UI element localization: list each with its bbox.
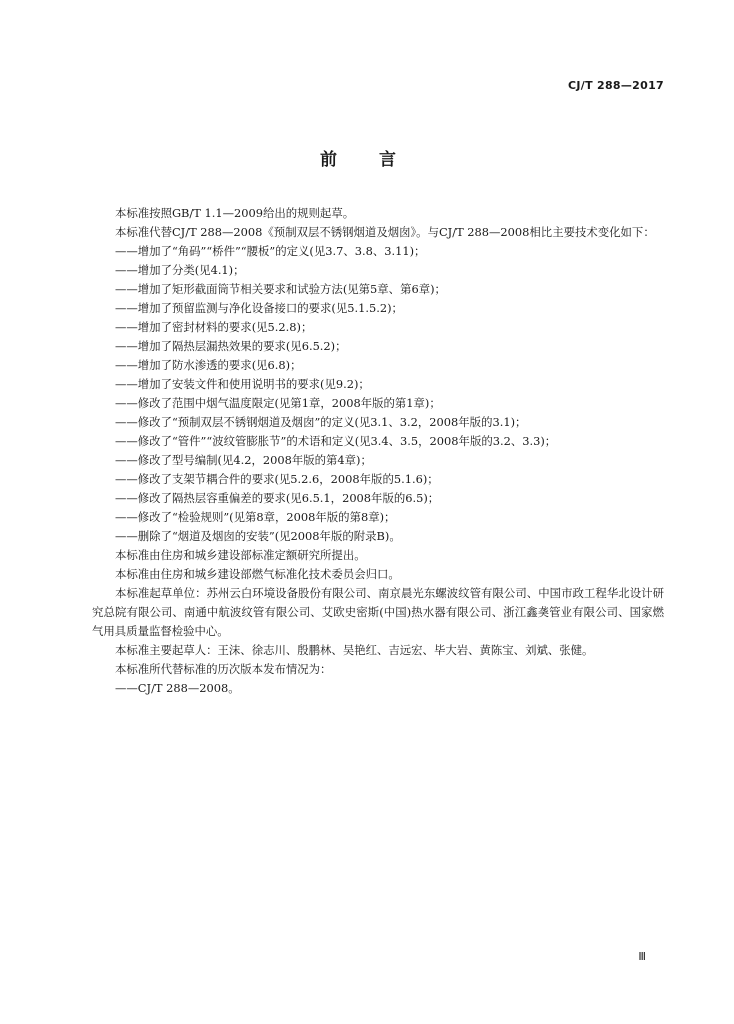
change-item: ——修改了范围中烟气温度限定(见第1章，2008年版的第1章)； — [115, 396, 441, 410]
change-item: ——修改了型号编制(见4.2，2008年版的第4章)； — [115, 453, 372, 467]
intro-paragraph-2: 本标准代替CJ/T 288—2008《预制双层不锈钢烟道及烟囱》。与CJ/T 288—2008相比主要技术变化如下： — [115, 225, 655, 239]
change-item: ——增加了密封材料的要求(见5.2.8)； — [115, 320, 313, 334]
change-item: ——修改了“检验规则”(见第8章，2008年版的第8章)； — [115, 510, 396, 524]
proposed-by: 本标准由住房和城乡建设部标准定额研究所提出。 — [115, 548, 366, 562]
change-item: ——增加了防水渗透的要求(见6.8)； — [115, 358, 302, 372]
intro-paragraph-1: 本标准按照GB/T 1.1—2009给出的规则起草。 — [115, 206, 355, 220]
change-item: ——增加了分类(见4.1)； — [115, 263, 245, 277]
change-item: ——修改了“管件”“波纹管膨胀节”的术语和定义(见3.4、3.5，2008年版的3.2、3.3)； — [115, 434, 557, 448]
page-title: 前 言 — [320, 150, 414, 170]
document-body — [92, 204, 664, 698]
standard-code: CJ/T 288—2017 — [568, 79, 664, 92]
change-item: ——修改了“预制双层不锈钢烟道及烟囱”的定义(见3.1、3.2，2008年版的3.1)； — [115, 415, 527, 429]
drafting-units: 本标准起草单位：苏州云白环境设备股份有限公司、南京晨光东螺波纹管有限公司、中国市政工程华北设计研究总院有限公司、南通中航波纹管有限公司、艾欧史密斯(中国)热水器有限公司、浙江鑫䶮管业有限公司、国家燃气用具质量监督检验中心。 — [92, 586, 664, 638]
history-item: ——CJ/T 288—2008。 — [115, 681, 240, 695]
page-number: Ⅲ — [638, 950, 646, 963]
change-item: ——修改了隔热层容重偏差的要求(见6.5.1，2008年版的6.5)； — [115, 491, 440, 505]
change-item: ——增加了预留监测与净化设备接口的要求(见5.1.5.2)； — [115, 301, 403, 315]
change-list — [92, 242, 664, 546]
change-item: ——增加了“角码”“桥件”“腰板”的定义(见3.7、3.8、3.11)； — [115, 244, 426, 258]
change-item: ——增加了安装文件和使用说明书的要求(见9.2)； — [115, 377, 370, 391]
change-item: ——增加了隔热层漏热效果的要求(见6.5.2)； — [115, 339, 347, 353]
history-intro: 本标准所代替标准的历次版本发布情况为： — [115, 662, 332, 676]
change-item: ——增加了矩形截面筒节相关要求和试验方法(见第5章、第6章)； — [115, 282, 446, 296]
change-item: ——修改了支架节耦合件的要求(见5.2.6，2008年版的5.1.6)； — [115, 472, 439, 486]
drafters: 本标准主要起草人：王沫、徐志川、殷鹏林、吴艳红、吉远宏、毕大岩、黄陈宝、刘斌、张健。 — [115, 643, 594, 657]
managed-by: 本标准由住房和城乡建设部燃气标准化技术委员会归口。 — [115, 567, 400, 581]
change-item: ——删除了“烟道及烟囱的安装”(见2008年版的附录B)。 — [115, 529, 401, 543]
